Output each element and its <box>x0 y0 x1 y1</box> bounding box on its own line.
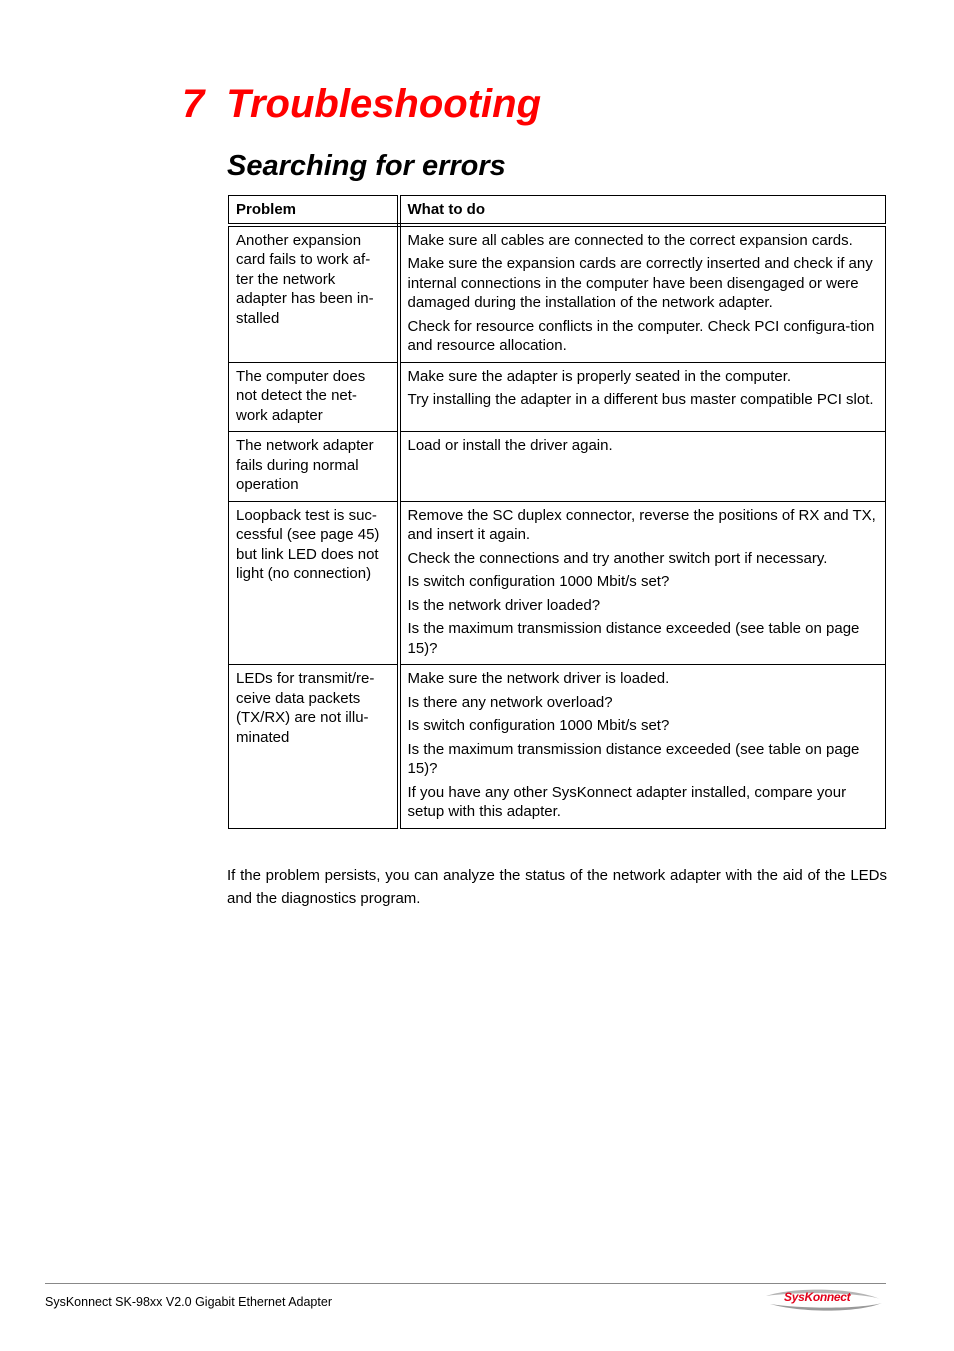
action-cell <box>399 501 886 665</box>
problem-cell: Loopback test is suc-cessful (see page 45) but link LED does not light (no connection) <box>229 501 399 665</box>
action-item: Try installing the adapter in a different bus master compatible PCI slot. <box>407 391 874 408</box>
action-item: Is the maximum transmission distance exceeded (see table on page 15)? <box>407 740 860 777</box>
action-item: Is the network driver loaded? <box>407 596 601 614</box>
table-row <box>229 501 886 665</box>
action-item: Make sure the expansion cards are correctly inserted and check if any internal connections in the computer have been disengaged or were damaged during the installation of the network adapter. <box>407 255 873 311</box>
action-item: Is the maximum transmission distance exceeded (see table on page 15)? <box>407 620 860 657</box>
persistent-problem-note: If the problem persists, you can analyze the status of the network adapter with the aid of the LEDs and the diagnostics program. <box>227 867 887 907</box>
action-item: Is switch configuration 1000 Mbit/s set? <box>407 717 670 734</box>
problem-cell: LEDs for transmit/re-ceive data packets (TX/RX) are not illu-minated <box>229 665 399 829</box>
troubleshooting-table <box>228 195 886 829</box>
action-item: Is there any network overload? <box>407 693 613 711</box>
footer-text: SysKonnect SK-98xx V2.0 Gigabit Ethernet Adapter <box>45 1295 332 1309</box>
action-cell <box>399 225 886 363</box>
logo-text: SysKonnect <box>784 1290 851 1304</box>
problem-cell: Another expansion card fails to work af-ter the network adapter has been in-stalled <box>229 225 399 363</box>
action-item: Is switch configuration 1000 Mbit/s set? <box>407 573 670 590</box>
action-item: Make sure all cables are connected to the correct expansion cards. <box>407 231 853 249</box>
action-cell <box>399 432 886 502</box>
problem-cell: The computer does not detect the net-work adapter <box>229 362 399 432</box>
chapter-title-text: Troubleshooting <box>226 82 542 126</box>
action-item: Make sure the network driver is loaded. <box>407 670 670 687</box>
action-item: Check for resource conflicts in the computer. Check PCI configura-tion and resource allocation. <box>407 317 875 354</box>
action-item: If you have any other SysKonnect adapter installed, compare your setup with this adapter. <box>407 783 847 820</box>
table-header-row <box>229 196 886 225</box>
table-body <box>229 225 886 829</box>
action-item: Make sure the adapter is properly seated in the computer. <box>407 367 792 385</box>
problem-column-header: Problem <box>229 196 399 225</box>
footer-divider <box>45 1283 886 1284</box>
table-row <box>229 432 886 502</box>
action-item: Remove the SC duplex connector, reverse the positions of RX and TX, and insert it again. <box>407 506 876 543</box>
section-title: Searching for errors <box>227 150 506 182</box>
chapter-title <box>182 78 541 130</box>
action-column-header: What to do <box>399 196 886 225</box>
table-row <box>229 225 886 363</box>
table-row <box>229 665 886 829</box>
action-item: Check the connections and try another switch port if necessary. <box>407 549 828 567</box>
table-row <box>229 362 886 432</box>
problem-cell: The network adapter fails during normal operation <box>229 432 399 502</box>
action-item: Load or install the driver again. <box>407 437 613 454</box>
action-cell <box>399 665 886 829</box>
syskonnect-logo <box>762 1287 886 1313</box>
action-cell <box>399 362 886 432</box>
chapter-number: 7 <box>182 82 205 126</box>
